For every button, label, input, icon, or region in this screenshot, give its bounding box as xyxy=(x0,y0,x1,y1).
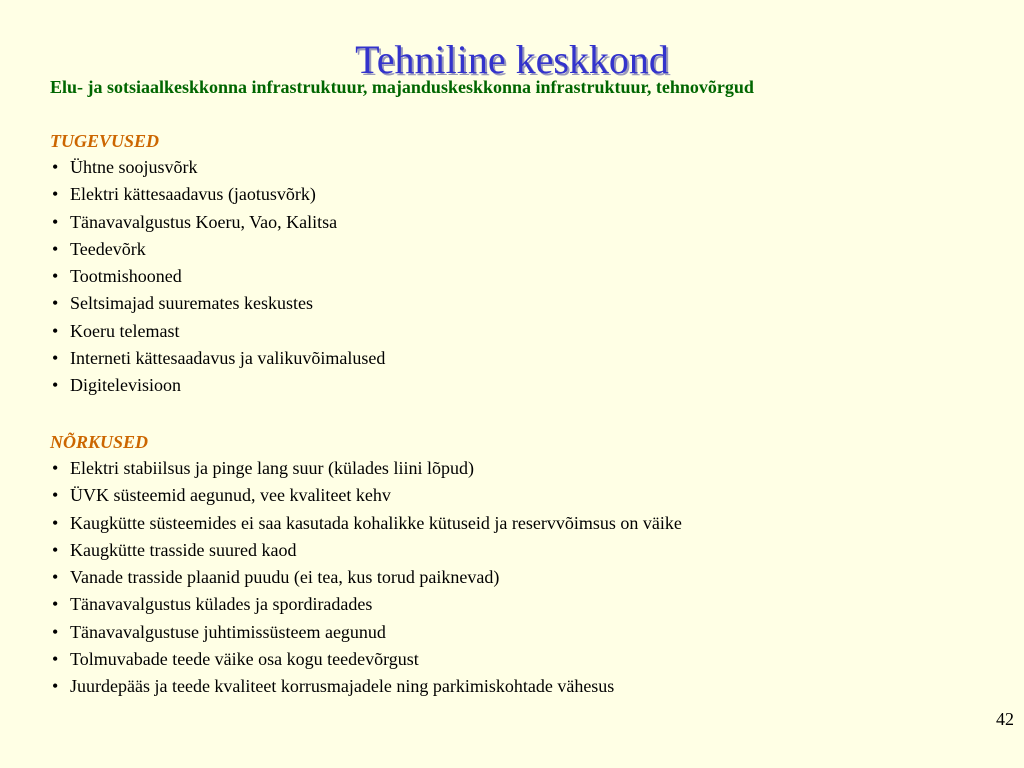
bullet-icon: • xyxy=(52,512,59,533)
bullet-icon: • xyxy=(52,621,59,642)
list-item xyxy=(50,290,385,317)
bullet-icon: • xyxy=(52,458,59,478)
list-item-text: Ühtne soojusvõrk xyxy=(70,157,198,177)
list-item-text: Kaugkütte süsteemides ei saa kasutada kohalikke kütuseid ja reservvõimsus on väike xyxy=(70,512,682,533)
bullet-icon: • xyxy=(52,375,59,396)
slide-subtitle: Elu- ja sotsiaalkeskkonna infrastruktuur, majanduskeskkonna infrastruktuur, tehnovõrgud xyxy=(50,77,754,97)
bullet-icon: • xyxy=(52,539,59,560)
bullet-icon: • xyxy=(52,676,59,697)
list-item xyxy=(50,591,682,618)
list-item-text: Juurdepääs ja teede kvaliteet korrusmajadele ning parkimiskohtade vähesus xyxy=(70,676,615,697)
list-item xyxy=(50,482,682,509)
list-item-text: Tänavavalgustuse juhtimissüsteem aegunud xyxy=(70,621,386,642)
bullet-icon: • xyxy=(52,238,59,259)
list-item-text: ÜVK süsteemid aegunud, vee kvaliteet kehv xyxy=(70,485,391,506)
list-item-text: Tänavavalgustus külades ja spordiradades xyxy=(70,594,373,615)
strengths-list xyxy=(50,154,385,400)
list-item xyxy=(50,537,682,564)
bullet-icon: • xyxy=(52,266,59,287)
list-item xyxy=(50,673,682,700)
list-item xyxy=(50,510,682,537)
bullet-icon: • xyxy=(52,320,59,341)
list-item xyxy=(50,154,385,181)
page-number: 42 xyxy=(996,709,1014,729)
list-item-text: Tolmuvabade teede väike osa kogu teedevõrgust xyxy=(70,649,419,670)
list-item-text: Vanade trasside plaanid puudu (ei tea, kus torud paiknevad) xyxy=(70,567,500,588)
list-item-text: Interneti kättesaadavus ja valikuvõimalused xyxy=(70,348,386,369)
list-item-text: Kaugkütte trasside suured kaod xyxy=(70,539,297,560)
list-item xyxy=(50,236,385,263)
list-item-text: Digitelevisioon xyxy=(70,375,181,396)
list-item xyxy=(50,209,385,236)
list-item xyxy=(50,455,682,482)
strengths-heading: TUGEVUSED xyxy=(50,131,160,151)
list-item xyxy=(50,646,682,673)
weaknesses-list xyxy=(50,455,682,701)
list-item-text: Elektri stabiilsus ja pinge lang suur (külades liini lõpud) xyxy=(70,458,474,478)
list-item-text: Teedevõrk xyxy=(70,238,146,259)
list-item xyxy=(50,619,682,646)
weaknesses-heading: NÕRKUSED xyxy=(50,432,149,452)
list-item xyxy=(50,318,385,345)
bullet-icon: • xyxy=(52,157,59,177)
bullet-icon: • xyxy=(52,348,59,369)
list-item xyxy=(50,345,385,372)
list-item-text: Tänavavalgustus Koeru, Vao, Kalitsa xyxy=(70,211,338,232)
bullet-icon: • xyxy=(52,649,59,670)
list-item xyxy=(50,372,385,399)
list-item-text: Seltsimajad suuremates keskustes xyxy=(70,293,313,314)
bullet-icon: • xyxy=(52,211,59,232)
bullet-icon: • xyxy=(52,184,59,205)
bullet-icon: • xyxy=(52,594,59,615)
bullet-icon: • xyxy=(52,485,59,506)
list-item-text: Koeru telemast xyxy=(70,320,180,341)
list-item-text: Tootmishooned xyxy=(70,266,182,287)
list-item xyxy=(50,263,385,290)
list-item xyxy=(50,564,682,591)
slide-title: Tehniline keskkond xyxy=(355,37,669,82)
list-item xyxy=(50,181,385,208)
list-item-text: Elektri kättesaadavus (jaotusvõrk) xyxy=(70,184,316,205)
bullet-icon: • xyxy=(52,293,59,314)
bullet-icon: • xyxy=(52,567,59,588)
